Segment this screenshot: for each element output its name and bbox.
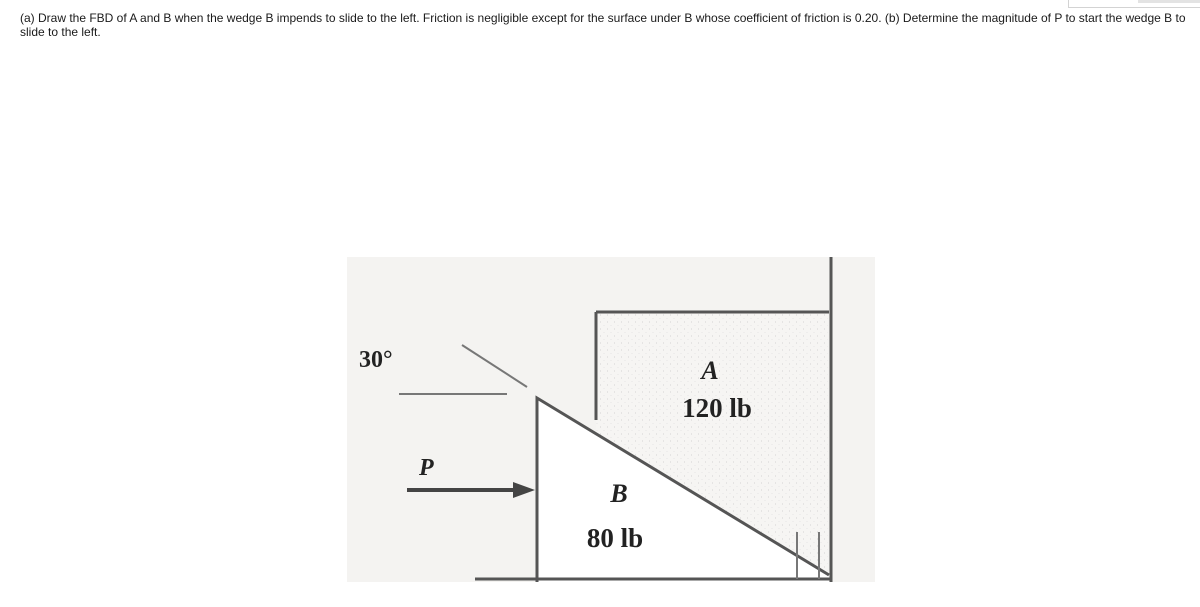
block-a-weight: 120 lb [682,393,752,423]
force-p-arrowhead [513,482,535,498]
angle-slope-line [462,345,527,387]
block-a-label: A [701,356,719,385]
wedge-b-weight: 80 lb [586,523,644,553]
top-corner-tab [1138,0,1200,3]
wedge-diagram [347,257,875,582]
wedge-b-label: B [610,479,628,508]
wedge-diagram-svg [347,257,875,582]
force-p-label: P [419,455,434,481]
angle-label: 30° [359,347,393,373]
problem-statement: (a) Draw the FBD of A and B when the wedge B impends to slide to the left. Friction is negligible except for the surface under B whose coefficient of friction is 0.20. (b) Determine the magnitude of P to start the wedge B to slide to the left. [20,11,1186,39]
